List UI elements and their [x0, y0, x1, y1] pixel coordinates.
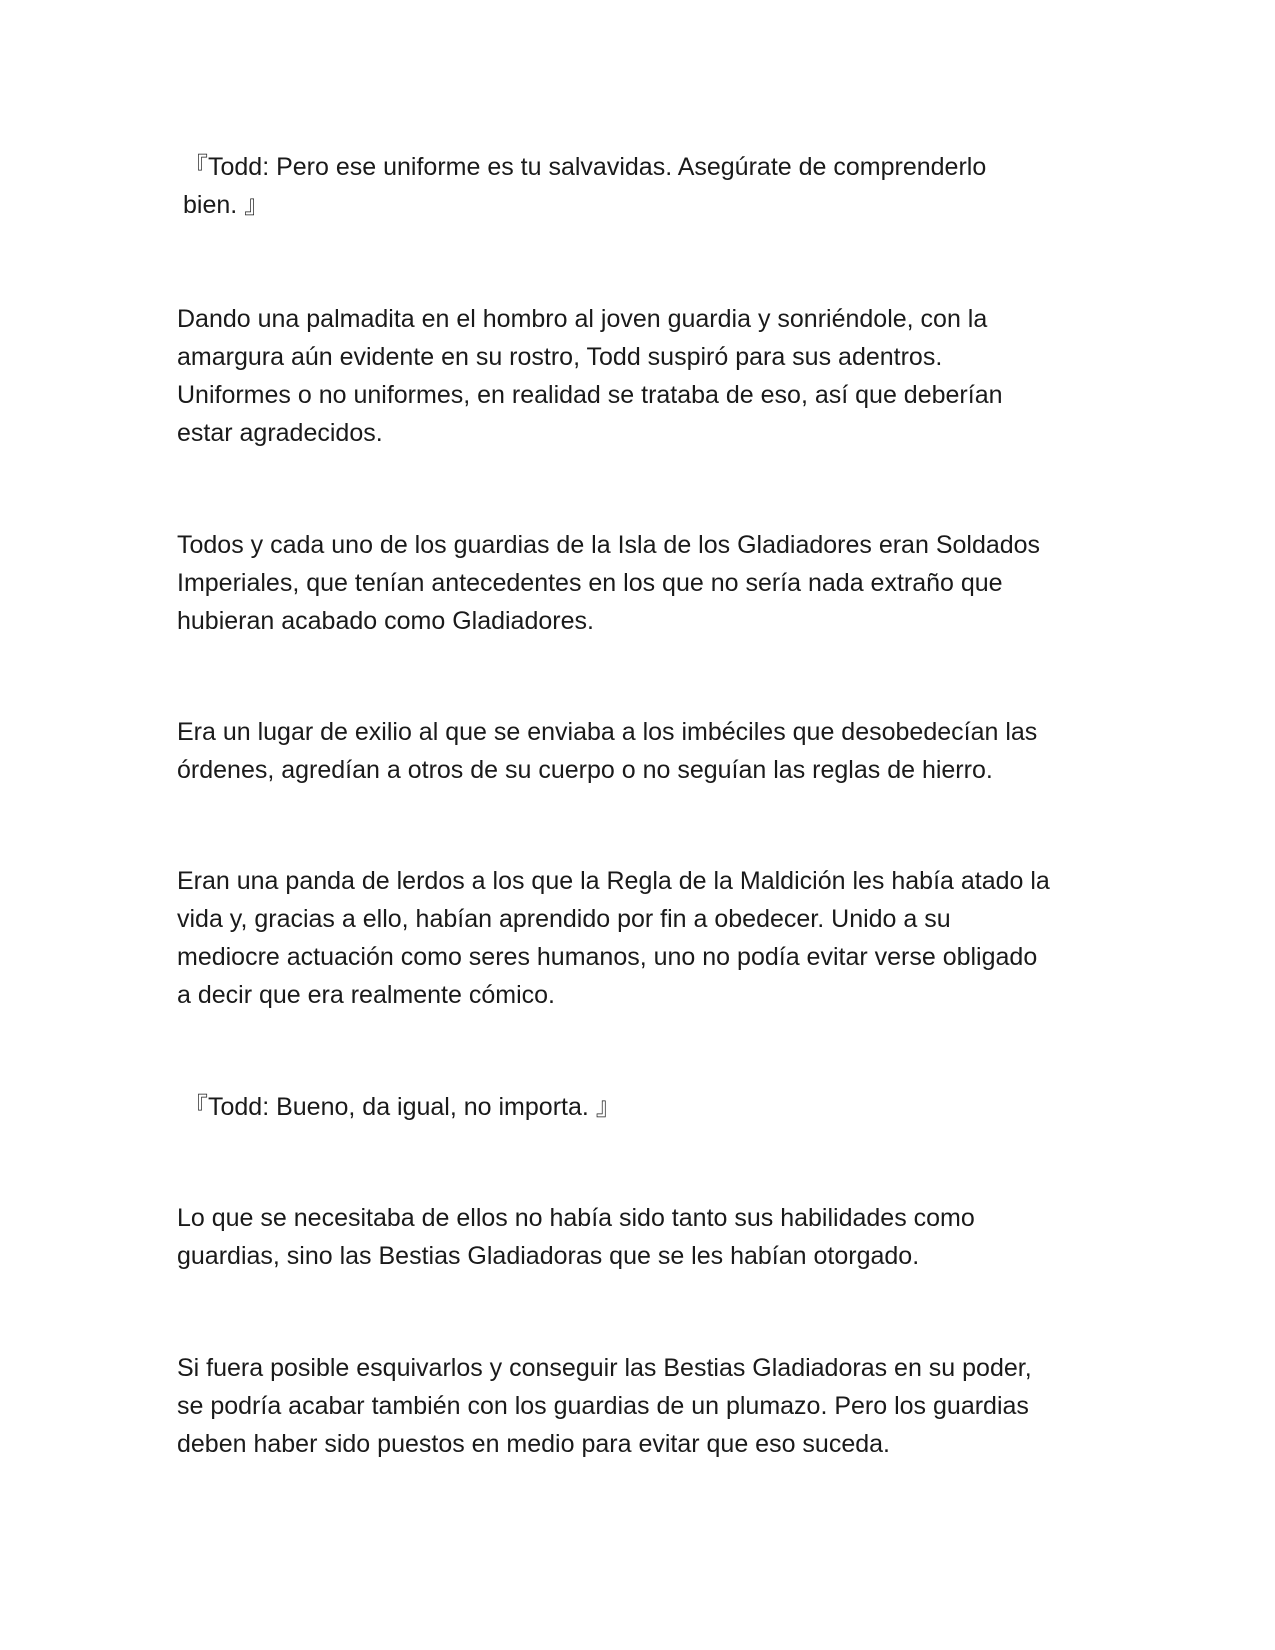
dialogue-paragraph: 『Todd: Pero ese uniforme es tu salvavidas. Asegúrate de comprenderlo bien. 』	[183, 153, 987, 219]
narrative-paragraph: Eran una panda de lerdos a los que la Regla de la Maldición les había atado la vida y, gracias a ello, habían aprendido por fin a obedecer. Unido a su mediocre actuación como seres humanos, uno no podía evitar verse obligado a decir que era realmente cómico.	[177, 867, 1050, 1009]
narrative-paragraph: Si fuera posible esquivarlos y conseguir las Bestias Gladiadoras en su poder, se podría acabar también con los guardias de un plumazo. Pero los guardias deben haber sido puestos en medio para evitar que eso suceda.	[177, 1354, 1032, 1458]
narrative-paragraph: Dando una palmadita en el hombro al joven guardia y sonriéndole, con la amargura aún evidente en su rostro, Todd suspiró para sus adentros. Uniformes o no uniformes, en realidad se trataba de eso, así que deberían estar agradecidos.	[177, 305, 1003, 447]
narrative-paragraph: Era un lugar de exilio al que se enviaba a los imbéciles que desobedecían las órdenes, agredían a otros de su cuerpo o no seguían las reglas de hierro.	[177, 718, 1038, 784]
narrative-paragraph: Lo que se necesitaba de ellos no había sido tanto sus habilidades como guardias, sino las Bestias Gladiadoras que se les habían otorgado.	[177, 1204, 975, 1270]
dialogue-paragraph: 『Todd: Bueno, da igual, no importa. 』	[183, 1093, 621, 1121]
narrative-paragraph: Todos y cada uno de los guardias de la Isla de los Gladiadores eran Soldados Imperiales, que tenían antecedentes en los que no sería nada extraño que hubieran acabado como Gladiadores.	[177, 531, 1041, 635]
